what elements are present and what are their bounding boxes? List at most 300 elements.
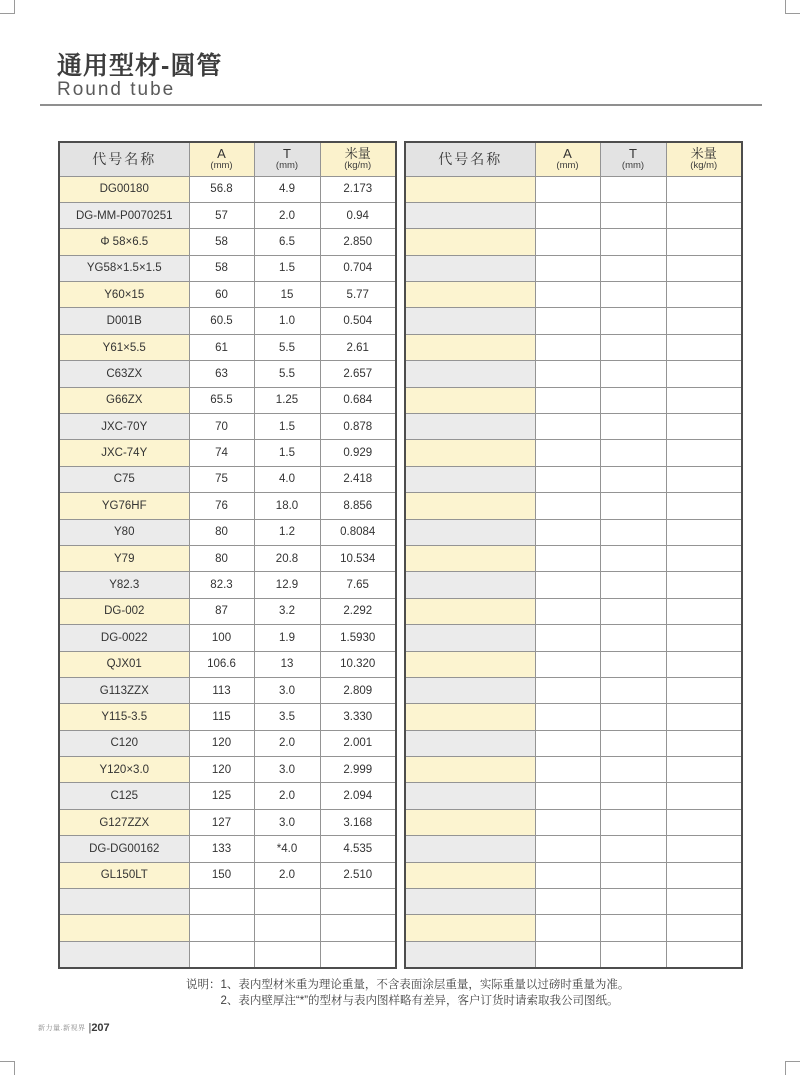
cell-a-mm: 57 <box>189 202 254 228</box>
table-row <box>59 545 396 571</box>
cell-code-name: DG-DG00162 <box>59 836 189 862</box>
cell-code-name <box>405 202 535 228</box>
cell-t-mm: 3.2 <box>254 598 320 624</box>
cell-a-mm <box>535 889 600 915</box>
cell-a-mm: 120 <box>189 730 254 756</box>
cell-a-mm <box>535 387 600 413</box>
cell-a-mm <box>535 651 600 677</box>
note-item-2: 2、表内壁厚注“*”的型材与表内图样略有差异，客户订货时请索取我公司图纸。 <box>220 995 619 1007</box>
table-row <box>405 466 742 492</box>
cell-a-mm <box>535 334 600 360</box>
cell-code-name <box>405 862 535 888</box>
cell-meter-weight: 2.850 <box>320 229 396 255</box>
table-row <box>405 572 742 598</box>
cell-meter-weight: 0.94 <box>320 202 396 228</box>
cell-t-mm: *4.0 <box>254 836 320 862</box>
cell-a-mm <box>535 255 600 281</box>
cell-code-name: C75 <box>59 466 189 492</box>
col-header-code-name: 代号名称 <box>59 142 189 176</box>
cell-code-name: YG58×1.5×1.5 <box>59 255 189 281</box>
cell-a-mm <box>535 519 600 545</box>
cell-a-mm: 113 <box>189 677 254 703</box>
cell-a-mm: 65.5 <box>189 387 254 413</box>
cell-meter-weight <box>666 414 742 440</box>
cell-t-mm: 1.5 <box>254 440 320 466</box>
cell-t-mm <box>600 836 666 862</box>
cell-code-name <box>405 625 535 651</box>
note-item-1: 1、表内型材米重为理论重量，不含表面涂层重量，实际重量以过磅时重量为准。 <box>220 979 630 991</box>
cell-a-mm <box>535 229 600 255</box>
cell-code-name <box>405 176 535 202</box>
cell-t-mm <box>600 176 666 202</box>
cell-code-name <box>405 941 535 967</box>
table-row <box>59 493 396 519</box>
cell-t-mm <box>600 387 666 413</box>
cell-meter-weight: 2.510 <box>320 862 396 888</box>
cell-a-mm <box>535 941 600 967</box>
cell-code-name: QJX01 <box>59 651 189 677</box>
page-title: 通用型材-圆管 <box>57 52 223 80</box>
table-row <box>405 889 742 915</box>
cell-code-name <box>405 519 535 545</box>
cell-meter-weight: 3.168 <box>320 809 396 835</box>
cell-meter-weight: 2.001 <box>320 730 396 756</box>
cell-code-name <box>405 229 535 255</box>
cell-t-mm: 1.5 <box>254 255 320 281</box>
table-row <box>405 519 742 545</box>
cell-a-mm <box>535 677 600 703</box>
cell-code-name: G66ZX <box>59 387 189 413</box>
table-row <box>405 598 742 624</box>
cell-a-mm: 60.5 <box>189 308 254 334</box>
cell-t-mm <box>600 519 666 545</box>
cell-t-mm <box>600 941 666 967</box>
col-header-t: T (mm) <box>254 142 320 176</box>
table-row <box>59 889 396 915</box>
cell-meter-weight: 7.65 <box>320 572 396 598</box>
footer-divider: | <box>88 1022 92 1034</box>
cell-a-mm: 58 <box>189 229 254 255</box>
cell-t-mm: 15 <box>254 282 320 308</box>
page-number: 207 <box>91 1022 110 1034</box>
table-row <box>59 308 396 334</box>
cell-a-mm: 87 <box>189 598 254 624</box>
cell-a-mm <box>535 757 600 783</box>
cell-t-mm <box>600 414 666 440</box>
cell-meter-weight: 2.173 <box>320 176 396 202</box>
table-row <box>59 466 396 492</box>
table-row <box>405 677 742 703</box>
cell-t-mm: 20.8 <box>254 545 320 571</box>
col-header-a: A (mm) <box>535 142 600 176</box>
table-row <box>405 334 742 360</box>
table-row <box>405 941 742 967</box>
table-row <box>59 677 396 703</box>
cell-meter-weight <box>666 677 742 703</box>
cell-t-mm <box>600 493 666 519</box>
table-row <box>59 572 396 598</box>
table-row <box>59 361 396 387</box>
cell-code-name: DG-0022 <box>59 625 189 651</box>
cell-t-mm: 1.2 <box>254 519 320 545</box>
cell-a-mm: 63 <box>189 361 254 387</box>
cell-meter-weight <box>666 466 742 492</box>
col-header-code-name: 代号名称 <box>405 142 535 176</box>
cell-t-mm <box>600 809 666 835</box>
table-row <box>405 730 742 756</box>
cell-meter-weight: 0.8084 <box>320 519 396 545</box>
table-row <box>405 202 742 228</box>
cell-code-name: C120 <box>59 730 189 756</box>
cell-code-name: Y120×3.0 <box>59 757 189 783</box>
cell-t-mm: 2.0 <box>254 202 320 228</box>
cell-a-mm <box>535 176 600 202</box>
page-footer <box>38 1022 110 1034</box>
cell-meter-weight <box>666 519 742 545</box>
cell-t-mm: 5.5 <box>254 361 320 387</box>
cell-a-mm: 115 <box>189 704 254 730</box>
cell-code-name: Y115-3.5 <box>59 704 189 730</box>
cell-t-mm <box>600 757 666 783</box>
cell-a-mm <box>535 414 600 440</box>
cell-meter-weight <box>666 809 742 835</box>
table-row <box>405 493 742 519</box>
cell-a-mm <box>535 836 600 862</box>
cell-code-name <box>405 255 535 281</box>
cell-code-name: JXC-70Y <box>59 414 189 440</box>
cell-a-mm: 60 <box>189 282 254 308</box>
cell-meter-weight: 2.61 <box>320 334 396 360</box>
cell-meter-weight: 10.534 <box>320 545 396 571</box>
notes-label: 说明： <box>186 979 221 991</box>
cell-meter-weight <box>320 915 396 941</box>
cell-t-mm: 12.9 <box>254 572 320 598</box>
cell-code-name <box>405 440 535 466</box>
table-header-row <box>59 142 396 176</box>
cell-meter-weight: 4.535 <box>320 836 396 862</box>
cell-meter-weight <box>666 545 742 571</box>
cell-code-name <box>59 941 189 967</box>
cell-t-mm <box>600 730 666 756</box>
table-row <box>405 361 742 387</box>
cell-a-mm <box>535 915 600 941</box>
cell-a-mm <box>189 941 254 967</box>
cell-a-mm: 133 <box>189 836 254 862</box>
table-row <box>59 915 396 941</box>
cell-meter-weight: 0.929 <box>320 440 396 466</box>
crop-mark-bottom-left <box>0 1061 15 1075</box>
table-row <box>59 651 396 677</box>
col-header-t: T (mm) <box>600 142 666 176</box>
table-row <box>59 783 396 809</box>
cell-code-name <box>405 545 535 571</box>
cell-code-name <box>405 361 535 387</box>
cell-meter-weight <box>666 889 742 915</box>
table-row <box>405 308 742 334</box>
cell-t-mm <box>600 361 666 387</box>
cell-a-mm: 56.8 <box>189 176 254 202</box>
cell-meter-weight <box>666 862 742 888</box>
cell-meter-weight <box>666 651 742 677</box>
cell-t-mm <box>600 915 666 941</box>
table-row <box>59 440 396 466</box>
cell-meter-weight <box>666 308 742 334</box>
cell-a-mm: 82.3 <box>189 572 254 598</box>
cell-code-name: C125 <box>59 783 189 809</box>
table-row <box>405 176 742 202</box>
cell-meter-weight <box>666 493 742 519</box>
cell-meter-weight <box>666 836 742 862</box>
cell-meter-weight <box>666 704 742 730</box>
cell-a-mm: 58 <box>189 255 254 281</box>
cell-code-name <box>59 889 189 915</box>
cell-t-mm <box>600 229 666 255</box>
cell-a-mm: 100 <box>189 625 254 651</box>
cell-code-name: DG00180 <box>59 176 189 202</box>
cell-t-mm <box>600 440 666 466</box>
cell-t-mm: 5.5 <box>254 334 320 360</box>
cell-t-mm <box>600 572 666 598</box>
cell-meter-weight <box>666 941 742 967</box>
cell-code-name: GL150LT <box>59 862 189 888</box>
cell-a-mm <box>535 282 600 308</box>
table-row <box>405 809 742 835</box>
cell-code-name <box>405 414 535 440</box>
cell-a-mm: 106.6 <box>189 651 254 677</box>
cell-code-name: Y61×5.5 <box>59 334 189 360</box>
cell-t-mm: 3.0 <box>254 809 320 835</box>
crop-mark-top-right <box>785 0 800 14</box>
cell-meter-weight <box>666 625 742 651</box>
cell-code-name: Y60×15 <box>59 282 189 308</box>
cell-a-mm <box>535 545 600 571</box>
col-header-meter-weight: 米量 (kg/m) <box>666 142 742 176</box>
cell-meter-weight <box>666 202 742 228</box>
cell-meter-weight: 2.094 <box>320 783 396 809</box>
cell-a-mm <box>535 308 600 334</box>
cell-t-mm: 3.0 <box>254 677 320 703</box>
cell-meter-weight <box>320 941 396 967</box>
cell-a-mm: 70 <box>189 414 254 440</box>
cell-meter-weight <box>666 440 742 466</box>
cell-meter-weight: 2.292 <box>320 598 396 624</box>
cell-a-mm <box>535 730 600 756</box>
cell-code-name <box>405 282 535 308</box>
table-row <box>59 519 396 545</box>
cell-t-mm: 2.0 <box>254 862 320 888</box>
table-row <box>405 440 742 466</box>
table-row <box>59 625 396 651</box>
cell-t-mm <box>600 889 666 915</box>
cell-t-mm: 1.9 <box>254 625 320 651</box>
cell-a-mm: 127 <box>189 809 254 835</box>
cell-code-name <box>405 704 535 730</box>
cell-t-mm <box>254 941 320 967</box>
cell-t-mm <box>254 889 320 915</box>
table-row <box>59 387 396 413</box>
cell-code-name: YG76HF <box>59 493 189 519</box>
cell-a-mm <box>535 466 600 492</box>
table-row <box>405 836 742 862</box>
cell-t-mm <box>254 915 320 941</box>
cell-meter-weight <box>666 572 742 598</box>
cell-meter-weight: 0.704 <box>320 255 396 281</box>
cell-meter-weight: 8.856 <box>320 493 396 519</box>
table-row <box>59 176 396 202</box>
cell-code-name <box>405 651 535 677</box>
table-row <box>59 757 396 783</box>
cell-t-mm <box>600 651 666 677</box>
cell-code-name <box>405 730 535 756</box>
table-row <box>59 730 396 756</box>
cell-t-mm <box>600 625 666 651</box>
cell-a-mm <box>535 625 600 651</box>
table-row <box>405 545 742 571</box>
spec-table-left <box>58 141 397 969</box>
cell-meter-weight: 2.809 <box>320 677 396 703</box>
cell-meter-weight <box>666 361 742 387</box>
cell-code-name <box>405 598 535 624</box>
cell-t-mm <box>600 255 666 281</box>
cell-a-mm: 80 <box>189 545 254 571</box>
cell-meter-weight: 0.684 <box>320 387 396 413</box>
cell-a-mm <box>535 440 600 466</box>
cell-t-mm <box>600 598 666 624</box>
cell-code-name <box>405 783 535 809</box>
cell-code-name <box>405 757 535 783</box>
cell-t-mm: 3.5 <box>254 704 320 730</box>
cell-code-name: G127ZZX <box>59 809 189 835</box>
cell-a-mm <box>535 202 600 228</box>
cell-t-mm: 2.0 <box>254 783 320 809</box>
cell-code-name <box>405 889 535 915</box>
cell-a-mm: 120 <box>189 757 254 783</box>
cell-code-name <box>405 836 535 862</box>
cell-meter-weight: 2.657 <box>320 361 396 387</box>
cell-code-name: G113ZZX <box>59 677 189 703</box>
cell-t-mm <box>600 783 666 809</box>
cell-a-mm <box>535 862 600 888</box>
cell-a-mm <box>535 361 600 387</box>
table-row <box>405 282 742 308</box>
table-row <box>59 282 396 308</box>
cell-meter-weight: 2.418 <box>320 466 396 492</box>
cell-code-name: C63ZX <box>59 361 189 387</box>
cell-meter-weight <box>666 334 742 360</box>
table-row <box>405 915 742 941</box>
cell-t-mm <box>600 545 666 571</box>
cell-meter-weight <box>666 387 742 413</box>
crop-mark-top-left <box>0 0 15 14</box>
tables-container <box>58 141 743 969</box>
table-row <box>59 414 396 440</box>
cell-t-mm <box>600 677 666 703</box>
cell-code-name <box>405 677 535 703</box>
cell-meter-weight <box>666 730 742 756</box>
cell-code-name: DG-002 <box>59 598 189 624</box>
cell-t-mm: 3.0 <box>254 757 320 783</box>
cell-t-mm: 4.9 <box>254 176 320 202</box>
cell-code-name: DG-MM-P0070251 <box>59 202 189 228</box>
table-row <box>59 598 396 624</box>
cell-meter-weight: 10.320 <box>320 651 396 677</box>
cell-meter-weight: 1.5930 <box>320 625 396 651</box>
cell-t-mm <box>600 282 666 308</box>
cell-meter-weight: 2.999 <box>320 757 396 783</box>
cell-code-name <box>405 809 535 835</box>
cell-code-name: Y80 <box>59 519 189 545</box>
cell-a-mm <box>535 704 600 730</box>
table-row <box>405 387 742 413</box>
cell-code-name: JXC-74Y <box>59 440 189 466</box>
table-row <box>405 783 742 809</box>
cell-code-name <box>405 466 535 492</box>
notes-items <box>221 977 630 1009</box>
cell-a-mm: 80 <box>189 519 254 545</box>
cell-t-mm: 1.25 <box>254 387 320 413</box>
crop-mark-bottom-right <box>785 1061 800 1075</box>
cell-t-mm: 6.5 <box>254 229 320 255</box>
cell-code-name: D001B <box>59 308 189 334</box>
cell-code-name <box>405 572 535 598</box>
cell-t-mm <box>600 308 666 334</box>
cell-a-mm <box>535 783 600 809</box>
cell-meter-weight <box>666 176 742 202</box>
cell-t-mm: 13 <box>254 651 320 677</box>
cell-meter-weight <box>320 889 396 915</box>
cell-meter-weight <box>666 783 742 809</box>
table-row <box>59 941 396 967</box>
cell-meter-weight: 5.77 <box>320 282 396 308</box>
cell-code-name: Φ 58×6.5 <box>59 229 189 255</box>
cell-t-mm <box>600 862 666 888</box>
col-header-a: A (mm) <box>189 142 254 176</box>
cell-a-mm: 125 <box>189 783 254 809</box>
table-row <box>59 704 396 730</box>
cell-a-mm <box>189 915 254 941</box>
cell-t-mm <box>600 704 666 730</box>
cell-t-mm <box>600 334 666 360</box>
table-row <box>405 862 742 888</box>
cell-t-mm <box>600 202 666 228</box>
cell-meter-weight <box>666 229 742 255</box>
spec-table-right <box>404 141 743 969</box>
table-row <box>405 704 742 730</box>
cell-code-name <box>405 493 535 519</box>
cell-t-mm: 18.0 <box>254 493 320 519</box>
cell-meter-weight <box>666 915 742 941</box>
cell-code-name <box>405 915 535 941</box>
table-row <box>405 255 742 281</box>
cell-code-name <box>405 387 535 413</box>
footer-brand: 新力量.新视界 <box>38 1025 86 1032</box>
header-divider <box>40 104 762 106</box>
cell-a-mm <box>189 889 254 915</box>
table-row <box>405 625 742 651</box>
cell-code-name <box>59 915 189 941</box>
cell-meter-weight: 3.330 <box>320 704 396 730</box>
cell-meter-weight <box>666 757 742 783</box>
cell-t-mm: 1.5 <box>254 414 320 440</box>
cell-a-mm <box>535 572 600 598</box>
notes <box>186 977 629 1009</box>
cell-a-mm: 75 <box>189 466 254 492</box>
cell-a-mm <box>535 598 600 624</box>
table-row <box>59 202 396 228</box>
cell-code-name <box>405 334 535 360</box>
cell-t-mm: 1.0 <box>254 308 320 334</box>
table-row <box>59 255 396 281</box>
